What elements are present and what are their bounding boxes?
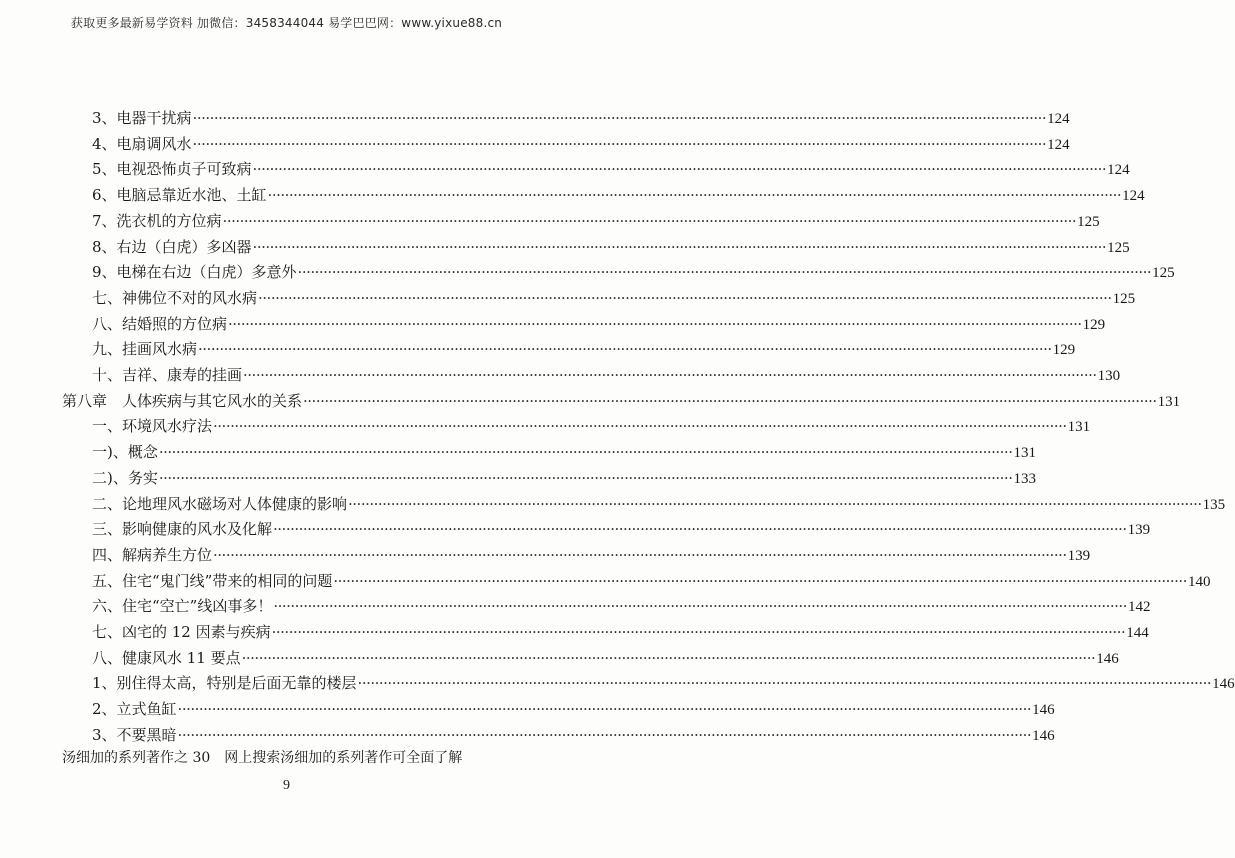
toc-entry — [92, 133, 1070, 155]
toc-entry-page: 140 — [1187, 573, 1211, 590]
toc-entry-page: 135 — [1202, 496, 1226, 513]
toc-entry-label: 七、神佛位不对的风水病 — [92, 288, 258, 307]
toc-dot-leader: ········································································································································································································ — [158, 443, 1013, 462]
toc-dot-leader: ········································································································································································································ — [192, 109, 1047, 127]
toc-entry — [92, 287, 1136, 309]
toc-entry — [92, 544, 1091, 566]
toc-dot-leader: ········································································································································································································ — [177, 700, 1032, 719]
toc-entry — [92, 621, 1149, 643]
toc-dot-leader: ········································································································································································································ — [271, 623, 1126, 641]
toc-dot-leader: ········································································································································································································ — [348, 494, 1202, 513]
toc-dot-leader: ········································································································································································································ — [243, 366, 1097, 384]
toc-entry-label: 十、吉祥、康寿的挂画 — [92, 366, 243, 384]
toc-entry — [92, 647, 1119, 669]
toc-entry — [92, 364, 1121, 386]
toc-entry — [92, 698, 1055, 720]
toc-entry-page: 146 — [1096, 650, 1119, 667]
toc-entry-label: 一)、概念 — [92, 443, 158, 462]
toc-entry-page: 125 — [1107, 239, 1130, 256]
toc-entry-label: 一、环境风水疗法 — [92, 417, 213, 436]
toc-dot-leader: ········································································································································································································ — [273, 520, 1127, 539]
toc-entry — [92, 570, 1211, 592]
toc-entry-page: 125 — [1152, 265, 1175, 282]
toc-entry-page: 125 — [1077, 213, 1100, 230]
toc-dot-leader: ········································································································································································································ — [228, 314, 1082, 333]
toc-entry-page: 124 — [1047, 111, 1070, 127]
toc-entry-page: 125 — [1112, 290, 1136, 307]
toc-entry-label: 八、结婚照的方位病 — [92, 314, 228, 333]
toc-dot-leader: ········································································································································································································ — [357, 674, 1212, 693]
toc-entry — [92, 184, 1145, 206]
toc-dot-leader: ········································································································································································································ — [252, 160, 1107, 179]
toc-entry-page: 139 — [1127, 522, 1151, 539]
toc-dot-leader: ········································································································································································································ — [222, 211, 1077, 230]
toc-entry-page: 144 — [1126, 625, 1149, 641]
toc-entry-label: 1、别住得太高，特别是后面无靠的楼层 — [92, 674, 357, 693]
toc-entry-label: 4、电扇调风水 — [92, 134, 192, 153]
toc-entry-page: 124 — [1122, 188, 1145, 205]
toc-entry-page: 131 — [1157, 393, 1181, 410]
toc-dot-leader: ········································································································································································································ — [273, 597, 1127, 616]
toc-entry — [92, 261, 1175, 283]
toc-entry-page: 131 — [1013, 445, 1036, 462]
toc-entry-page: 146 — [1032, 702, 1055, 719]
toc-entry — [92, 158, 1130, 180]
toc-dot-leader: ········································································································································································································ — [213, 545, 1067, 564]
toc-entry-label: 三、影响健康的风水及化解 — [92, 520, 273, 539]
toc-entry — [92, 236, 1130, 258]
toc-dot-leader: ········································································································································································································ — [303, 391, 1157, 410]
toc-dot-leader: ········································································································································································································ — [177, 725, 1032, 744]
toc-entry-label: 第八章 人体疾病与其它风水的关系 — [62, 391, 303, 410]
toc-entry — [92, 107, 1070, 129]
toc-entry — [92, 518, 1151, 540]
toc-dot-leader: ········································································································································································································ — [258, 288, 1112, 307]
toc-dot-leader: ········································································································································································································ — [333, 571, 1187, 590]
toc-entry-label: 3、电器干扰病 — [92, 109, 192, 127]
toc-entry — [92, 338, 1076, 360]
toc-entry-page: 139 — [1067, 547, 1091, 564]
toc-entry-page: 133 — [1013, 470, 1036, 487]
toc-entry-page: 129 — [1082, 316, 1106, 333]
toc-entry-label: 8、右边（白虎）多凶器 — [92, 237, 252, 256]
toc-dot-leader: ········································································································································································································ — [158, 468, 1013, 487]
toc-entry-page: 131 — [1067, 419, 1091, 436]
toc-entry — [92, 313, 1106, 335]
toc-dot-leader: ········································································································································································································ — [267, 186, 1122, 205]
toc-entry-page: 146 — [1032, 727, 1055, 744]
toc-entry-page: 146 — [1212, 676, 1235, 693]
toc-dot-leader: ········································································································································································································ — [192, 134, 1047, 153]
toc-entry-label: 6、电脑忌靠近水池、土缸 — [92, 186, 267, 205]
toc-entry — [92, 415, 1091, 437]
toc-entry-label: 七、凶宅的 12 因素与疾病 — [92, 623, 271, 641]
toc-entry-label: 9、电梯在右边（白虎）多意外 — [92, 263, 297, 282]
toc-entry-label: 二)、务实 — [92, 468, 158, 487]
page-header-watermark: 获取更多最新易学资料 加微信：3458344044 易学巴巴网：www.yixue88.cn — [70, 16, 503, 30]
toc-dot-leader: ········································································································································································································ — [252, 237, 1107, 256]
toc-entry — [92, 724, 1055, 746]
toc-dot-leader: ········································································································································································································ — [198, 340, 1052, 359]
toc-entry-page: 124 — [1107, 162, 1130, 179]
toc-entry-label: 四、解病养生方位 — [92, 545, 213, 564]
toc-entry-page: 124 — [1047, 136, 1070, 153]
toc-entry-label: 九、挂画风水病 — [92, 340, 198, 359]
toc-entry-label: 五、住宅“鬼门线”带来的相同的问题 — [92, 571, 333, 590]
toc-entry-label: 7、洗衣机的方位病 — [92, 211, 222, 230]
toc-dot-leader: ········································································································································································································ — [213, 417, 1067, 436]
toc-entry-page: 130 — [1097, 368, 1121, 384]
toc-entry-page: 129 — [1052, 342, 1076, 359]
toc-entry-label: 六、住宅“空亡”线凶事多！ — [92, 597, 273, 616]
toc-entry-page: 142 — [1127, 599, 1151, 616]
toc-entry — [92, 595, 1151, 617]
toc-entry — [92, 672, 1235, 694]
toc-entry — [92, 441, 1036, 463]
toc-entry — [92, 210, 1100, 232]
toc-chapter-entry — [62, 390, 1181, 412]
toc-entry-label: 3、不要黑暗 — [92, 725, 177, 744]
toc-entry — [92, 493, 1226, 515]
toc-entry-label: 二、论地理风水磁场对人体健康的影响 — [92, 494, 348, 513]
toc-dot-leader: ········································································································································································································ — [241, 648, 1096, 667]
toc-entry-label: 2、立式鱼缸 — [92, 700, 177, 719]
footer-note: 汤细加的系列著作之 30 网上搜索汤细加的系列著作可全面了解 — [62, 750, 463, 766]
page-number: 9 — [283, 778, 290, 793]
toc-entry-label: 5、电视恐怖贞子可致病 — [92, 160, 252, 179]
toc-entry-label: 八、健康风水 11 要点 — [92, 648, 241, 667]
toc-entry — [92, 467, 1036, 489]
toc-dot-leader: ········································································································································································································ — [297, 263, 1152, 282]
